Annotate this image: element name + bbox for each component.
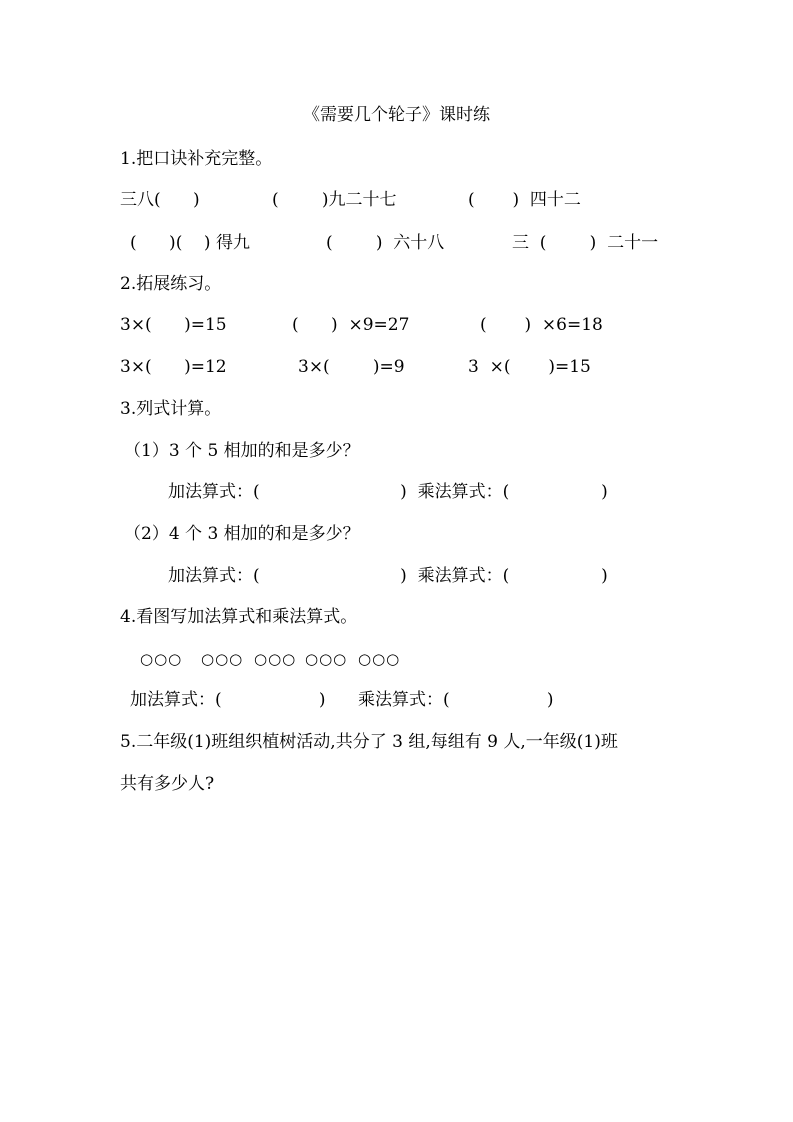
q1-blank-4: ( )( ) 得九 — [130, 233, 250, 253]
q2-equation-1: 3×( )=15 — [120, 315, 227, 335]
q5-text-line-1: 5.二年级(1)班组织植树活动,共分了 3 组,每组有 9 人,一年级(1)班 — [120, 732, 618, 752]
q1-heading: 1.把口诀补充完整。 — [120, 149, 273, 169]
q3-part-2: （2）4 个 3 相加的和是多少？ — [124, 524, 360, 544]
q2-equation-5: 3×( )=9 — [298, 357, 405, 377]
q3-heading: 3.列式计算。 — [120, 399, 222, 419]
circle-group-4: ○○○ — [305, 650, 348, 668]
q3-part-2-answer: 加法算式：( ) 乘法算式：( ) — [168, 566, 608, 586]
q2-equation-2: ( ) ×9=27 — [292, 315, 410, 335]
q4-answer: 加法算式：( ) 乘法算式：( ) — [130, 690, 554, 710]
q1-blank-3: ( ) 四十二 — [468, 190, 581, 210]
q2-equation-6: 3 ×( )=15 — [468, 357, 591, 377]
q5-text-line-2: 共有多少人? — [120, 774, 215, 794]
circle-group-2: ○○○ — [201, 650, 244, 668]
q2-heading: 2.拓展练习。 — [120, 274, 222, 294]
worksheet-title: 《需要几个轮子》课时练 — [303, 105, 490, 125]
q2-equation-4: 3×( )=12 — [120, 357, 227, 377]
q1-blank-2: ( )九二十七 — [272, 190, 397, 210]
q3-part-1: （1）3 个 5 相加的和是多少？ — [124, 441, 360, 461]
q3-part-1-answer: 加法算式：( ) 乘法算式：( ) — [168, 482, 608, 502]
circle-group-1: ○○○ — [140, 650, 183, 668]
q1-blank-6: 三 ( ) 二十一 — [512, 233, 659, 253]
q2-equation-3: ( ) ×6=18 — [480, 315, 603, 335]
circle-group-3: ○○○ — [254, 650, 297, 668]
q1-blank-5: ( ) 六十八 — [326, 233, 445, 253]
q4-heading: 4.看图写加法算式和乘法算式。 — [120, 607, 358, 627]
circle-group-5: ○○○ — [358, 650, 401, 668]
q1-blank-1: 三八( ) — [120, 190, 200, 210]
